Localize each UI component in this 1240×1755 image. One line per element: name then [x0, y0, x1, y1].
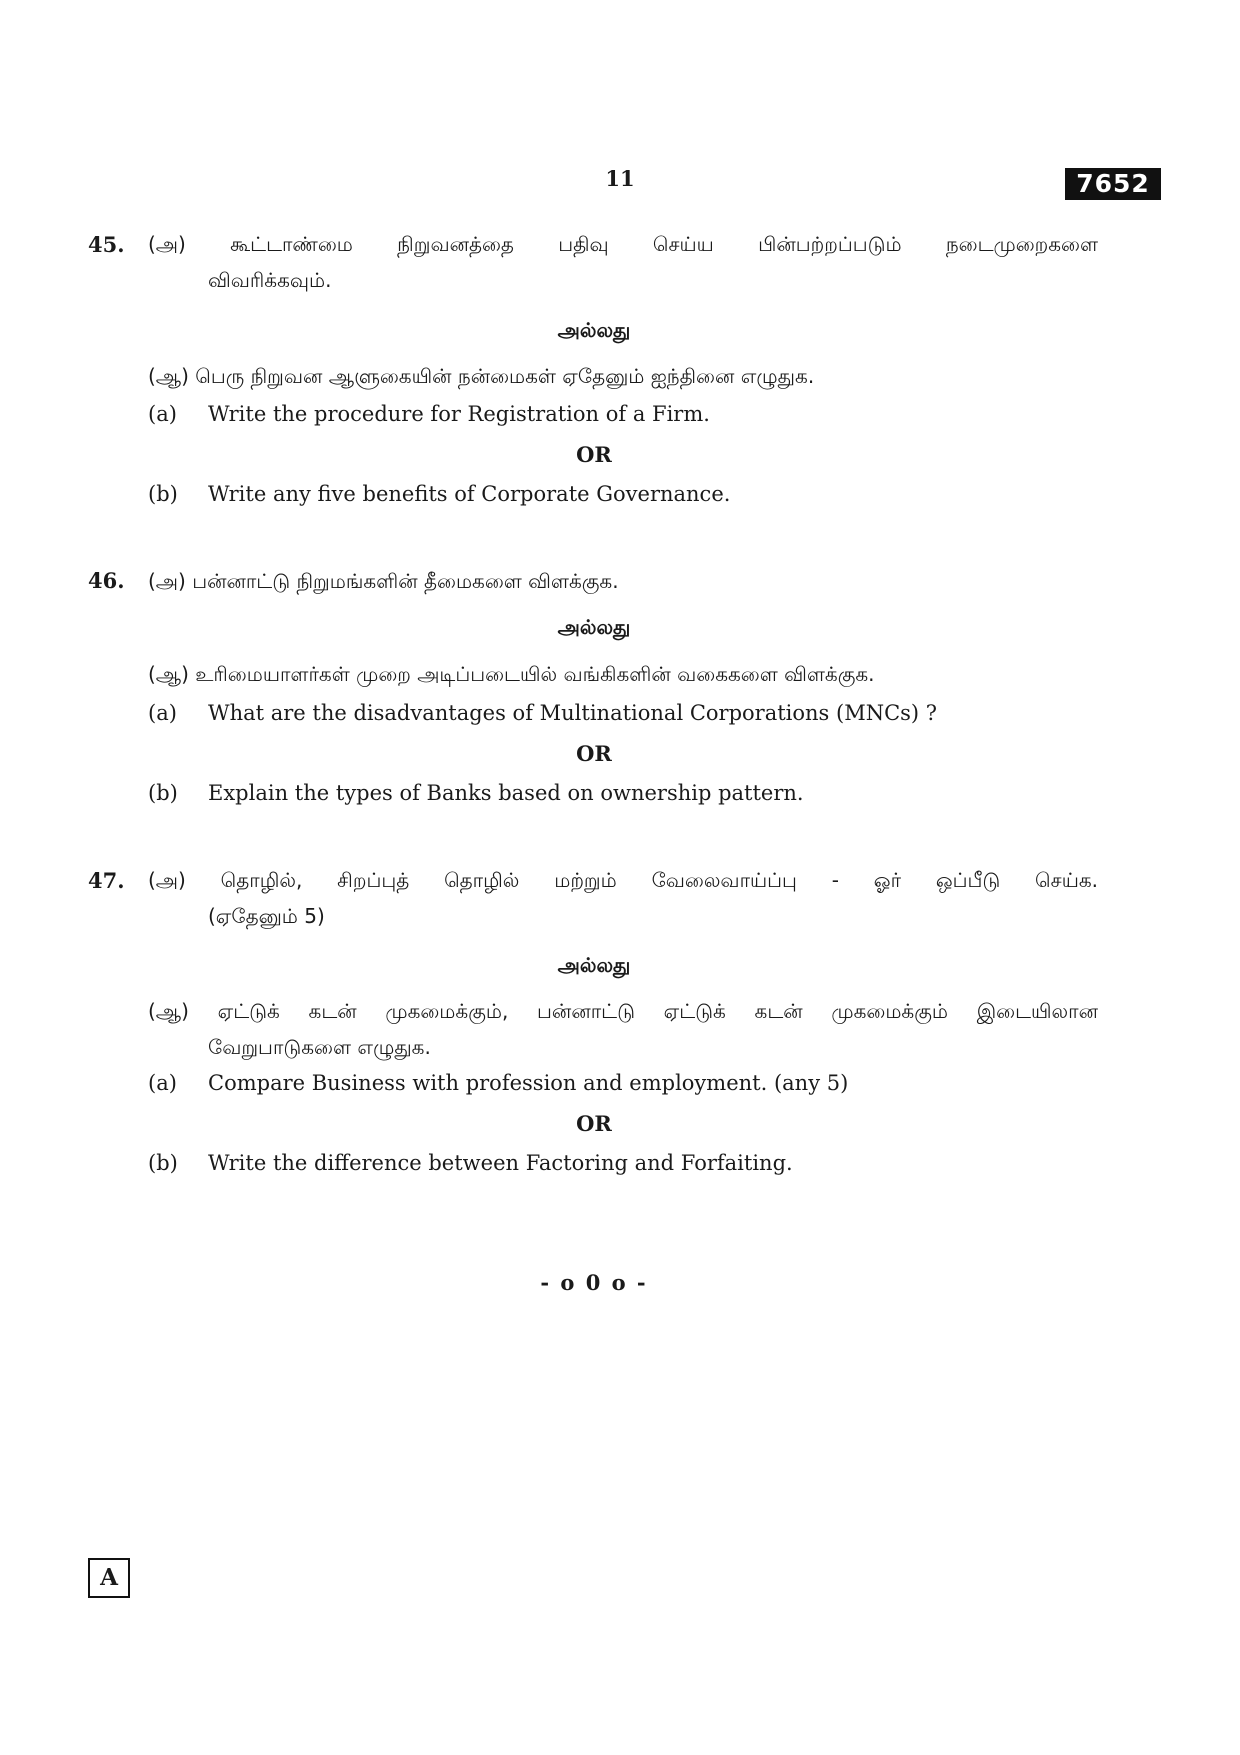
english-option-b-label: (b) [148, 1151, 178, 1175]
end-of-paper-mark: - o 0 o - [540, 1270, 648, 1295]
tamil-option-b: (ஆ) ஏட்டுக் கடன் முகமைக்கும், பன்னாட்டு ஏட்டுக் கடன் முகமைக்கும் இடையிலான [148, 999, 1098, 1023]
english-or-separator: OR [576, 442, 612, 467]
tamil-option-a-cont: (ஏதேனும் 5) [208, 904, 325, 928]
tamil-option-a-cont: விவரிக்கவும். [208, 268, 332, 292]
tamil-option-b: (ஆ) பெரு நிறுவன ஆளுகையின் நன்மைகள் ஏதேனும் ஐந்தினை எழுதுக. [148, 364, 815, 388]
english-or-separator: OR [576, 741, 612, 766]
english-option-a-label: (a) [148, 1071, 177, 1095]
tamil-option-a: (அ) தொழில், சிறப்புத் தொழில் மற்றும் வேலைவாய்ப்பு - ஓர் ஒப்பீடு செய்க. [148, 868, 1098, 892]
english-or-separator: OR [576, 1111, 612, 1136]
tamil-or-separator: அல்லது [557, 318, 631, 342]
tamil-option-b-cont: வேறுபாடுகளை எழுதுக. [208, 1035, 431, 1059]
question-number: 47. [88, 868, 125, 893]
english-option-a: Write the procedure for Registration of a Firm. [208, 402, 710, 426]
page-number: 11 [605, 166, 635, 191]
tamil-or-separator: அல்லது [557, 615, 631, 639]
question-number: 46. [88, 568, 125, 593]
tamil-option-b: (ஆ) உரிமையாளர்கள் முறை அடிப்படையில் வங்கிகளின் வகைகளை விளக்குக. [148, 662, 875, 686]
english-option-a: Compare Business with profession and employment. (any 5) [208, 1071, 849, 1095]
english-option-a: What are the disadvantages of Multinational Corporations (MNCs) ? [208, 701, 938, 725]
tamil-option-a: (அ) பன்னாட்டு நிறுமங்களின் தீமைகளை விளக்குக. [148, 569, 619, 593]
tamil-or-separator: அல்லது [557, 953, 631, 977]
paper-code-badge: 7652 [1065, 168, 1161, 200]
tamil-option-a: (அ) கூட்டாண்மை நிறுவனத்தை பதிவு செய்ய பின்பற்றப்படும் நடைமுறைகளை [148, 232, 1098, 256]
version-box: A [88, 1558, 130, 1598]
english-option-b-label: (b) [148, 781, 178, 805]
english-option-a-label: (a) [148, 701, 177, 725]
question-number: 45. [88, 232, 125, 257]
english-option-b-label: (b) [148, 482, 178, 506]
english-option-b: Write the difference between Factoring and Forfaiting. [208, 1151, 793, 1175]
english-option-b: Explain the types of Banks based on ownership pattern. [208, 781, 804, 805]
english-option-a-label: (a) [148, 402, 177, 426]
english-option-b: Write any five benefits of Corporate Governance. [208, 482, 731, 506]
